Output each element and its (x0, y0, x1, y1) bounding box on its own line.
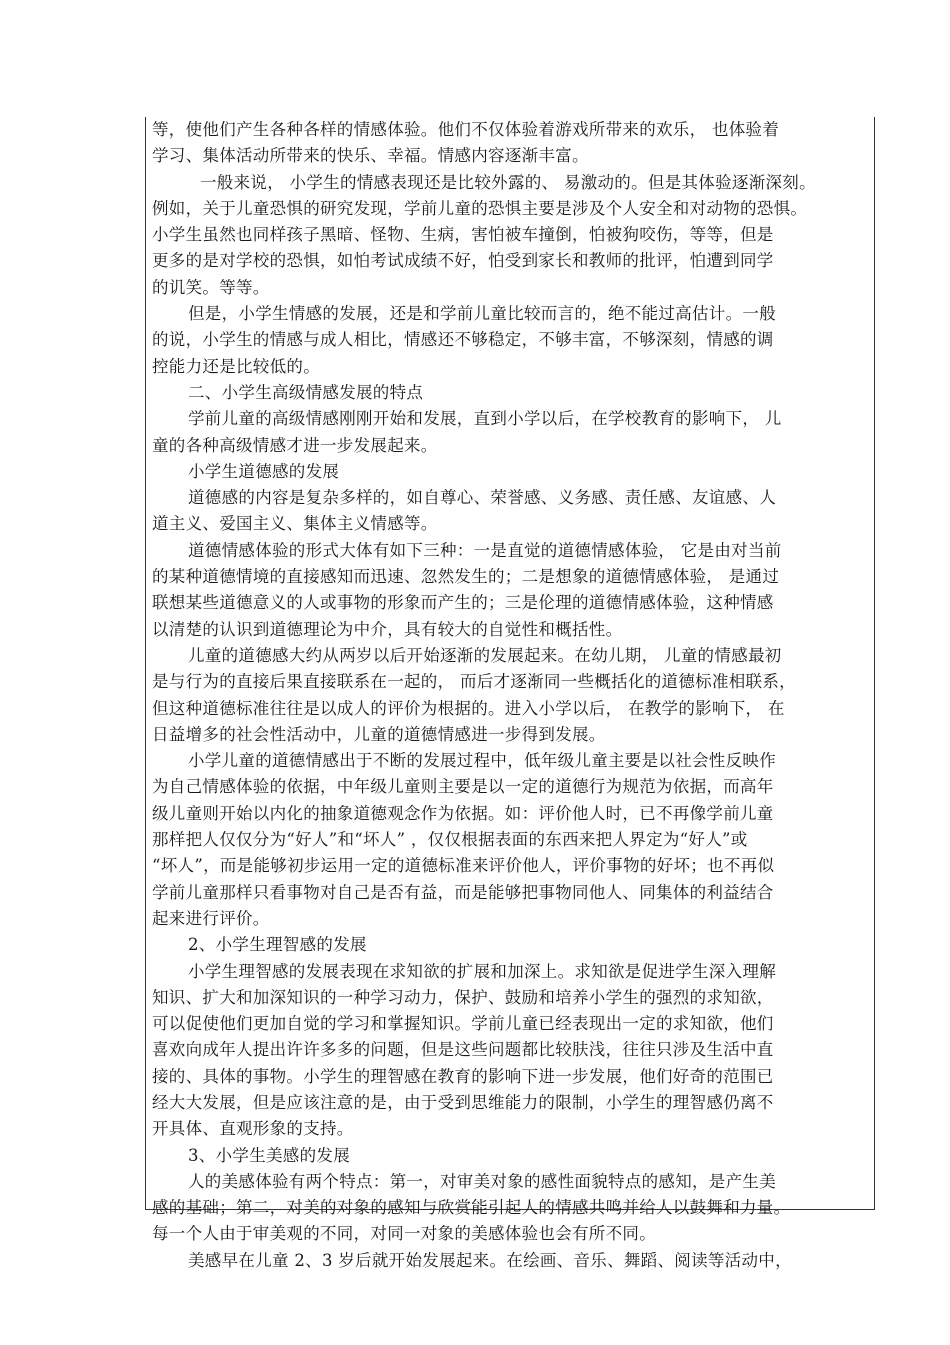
text-line: 每一个人由于审美观的不同，对同一对象的美感体验也会有所不同。 (152, 1224, 656, 1244)
text-line: 道主义、爱国主义、集体主义情感等。 (152, 514, 438, 534)
text-line: 知识、扩大和加深知识的一种学习动力，保护、鼓励和培养小学生的强烈的求知欲， (152, 987, 774, 1007)
subsection-heading: 2、小学生理智感的发展 (188, 935, 367, 955)
subsection-heading: 小学生道德感的发展 (188, 461, 340, 481)
text-line: 美感早在儿童 2、3 岁后就开始发展起来。在绘画、音乐、舞蹈、阅读等活动中， (188, 1250, 792, 1270)
text-line: 开具体、直观形象的支持。 (152, 1119, 354, 1139)
text-line: 人的美感体验有两个特点：第一，对审美对象的感性面貌特点的感知，是产生美 (188, 1171, 776, 1191)
text-line: 经大大发展，但是应该注意的是，由于受到思维能力的限制，小学生的理智感仍离不 (152, 1092, 774, 1112)
text-line: 一般来说， 小学生的情感表现还是比较外露的、 易激动的。但是其体验逐渐深刻。 (200, 172, 816, 192)
text-line: “坏人”，而是能够初步运用一定的道德标准来评价他人，评价事物的好坏；也不再似 (152, 856, 775, 876)
text-line: 级儿童则开始以内化的抽象道德观念作为依据。如：评价他人时，已不再像学前儿童 (152, 803, 774, 823)
text-line: 儿童的道德感大约从两岁以后开始逐渐的发展起来。在幼儿期， 儿童的情感最初 (188, 645, 782, 665)
text-line: 道德感的内容是复杂多样的，如自尊心、荣誉感、义务感、责任感、友谊感、人 (188, 488, 776, 508)
text-line: 小学生理智感的发展表现在求知欲的扩展和加深上。求知欲是促进学生深入理解 (188, 961, 776, 981)
text-line: 学前儿童那样只看事物对自己是否有益，而是能够把事物同他人、同集体的利益结合 (152, 882, 774, 902)
text-line: 小学生虽然也同样孩子黑暗、怪物、生病，害怕被车撞倒，怕被狗咬伤，等等，但是 (152, 225, 774, 245)
text-line: 日益增多的社会性活动中，儿童的道德情感进一步得到发展。 (152, 724, 606, 744)
text-line: 联想某些道德意义的人或事物的形象而产生的；三是伦理的道德情感体验，这种情感 (152, 593, 774, 613)
text-line: 起来进行评价。 (152, 908, 270, 928)
text-line: 学习、集体活动所带来的快乐、幸福。情感内容逐渐丰富。 (152, 146, 589, 166)
text-line: 更多的是对学校的恐惧，如怕考试成绩不好，怕受到家长和教师的批评，怕遭到同学 (152, 251, 774, 271)
text-line: 感的基础；第二，对美的对象的感知与欣赏能引起人的情感共鸣并给人以鼓舞和力量。 (152, 1198, 791, 1218)
text-line: 控能力还是比较低的。 (152, 356, 320, 376)
subsection-heading: 3、小学生美感的发展 (188, 1145, 350, 1165)
text-line: 接的、具体的事物。小学生的理智感在教育的影响下进一步发展，他们好奇的范围已 (152, 1066, 774, 1086)
text-line: 以清楚的认识到道德理论为中介，具有较大的自觉性和概括性。 (152, 619, 623, 639)
text-line: 的某种道德情境的直接感知而迅速、忽然发生的；二是想象的道德情感体验， 是通过 (152, 567, 780, 587)
text-line: 道德情感体验的形式大体有如下三种：一是直觉的道德情感体验， 它是由对当前 (188, 540, 782, 560)
text-line: 但是，小学生情感的发展，还是和学前儿童比较而言的，绝不能过高估计。一般 (188, 304, 776, 324)
text-line: 的说，小学生的情感与成人相比，情感还不够稳定，不够丰富，不够深刻，情感的调 (152, 330, 774, 350)
text-line: 例如，关于儿童恐惧的研究发现，学前儿童的恐惧主要是涉及个人安全和对动物的恐惧。 (152, 198, 808, 218)
document-body (152, 117, 872, 1274)
text-line: 喜欢向成年人提出许许多多的问题，但是这些问题都比较肤浅，往往只涉及生活中直 (152, 1040, 774, 1060)
text-line: 是与行为的直接后果直接联系在一起的， 而后才逐渐同一些概括化的道德标准相联系， (152, 672, 796, 692)
text-line: 为自己情感体验的依据，中年级儿童则主要是以一定的道德行为规范为依据，而高年 (152, 777, 774, 797)
text-line: 可以促使他们更加自觉的学习和掌握知识。学前儿童已经表现出一定的求知欲，他们 (152, 1014, 774, 1034)
text-line: 的讥笑。等等。 (152, 277, 270, 297)
text-line: 但这种道德标准往往是以成人的评价为根据的。进入小学以后， 在教学的影响下， 在 (152, 698, 785, 718)
text-line: 小学儿童的道德情感出于不断的发展过程中，低年级儿童主要是以社会性反映作 (188, 751, 776, 771)
text-line: 童的各种高级情感才进一步发展起来。 (152, 435, 438, 455)
text-line: 等，使他们产生各种各样的情感体验。他们不仅体验着游戏所带来的欢乐， 也体验着 (152, 120, 780, 139)
text-line: 那样把人仅仅分为“好人”和“坏人” ，仅仅根据表面的东西来把人界定为“好人”或 (152, 830, 748, 850)
text-line: 学前儿童的高级情感刚刚开始和发展，直到小学以后，在学校教育的影响下， 儿 (188, 409, 782, 429)
section-heading: 二、小学生高级情感发展的特点 (188, 382, 424, 402)
